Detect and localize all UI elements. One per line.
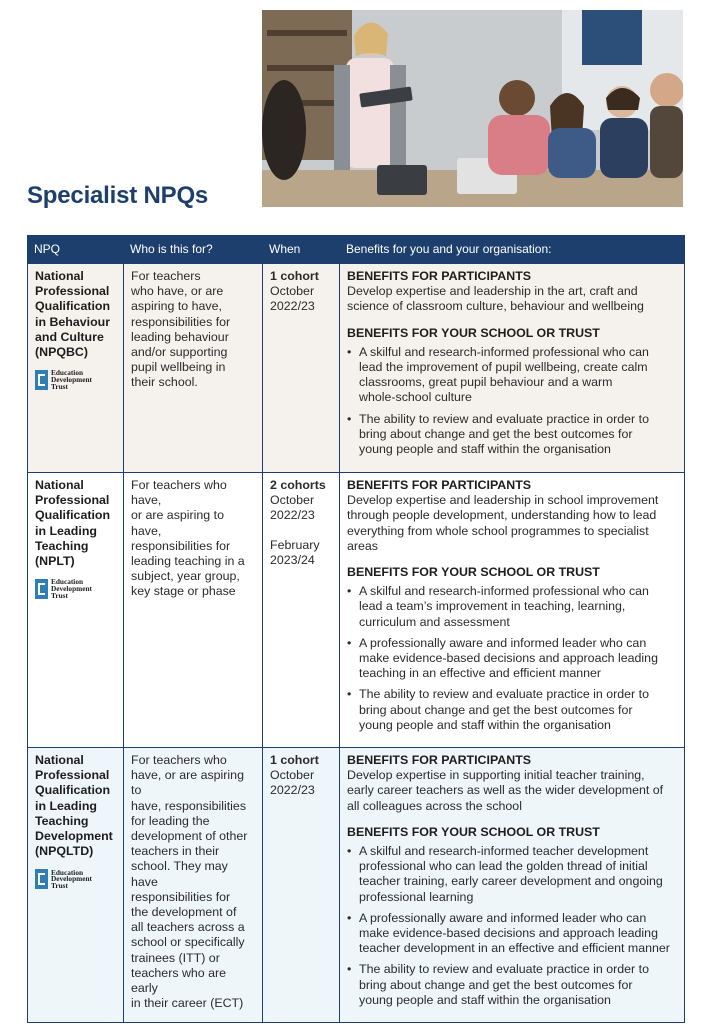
- school-benefit-line: bring about change and get the best outcomes for: [359, 426, 633, 441]
- table-header-row: [28, 236, 685, 264]
- school-benefit-line: • A skilful and research-informed professional who can: [359, 344, 649, 359]
- school-benefit-line: young people and staff within the organisation: [359, 442, 611, 457]
- audience-line: key stage or phase: [131, 584, 236, 599]
- school-benefit-item: [347, 911, 678, 957]
- audience-line: aspiring to have,: [131, 299, 222, 314]
- audience-line: responsibilities for: [131, 538, 231, 553]
- logo-mark-icon: [35, 869, 48, 889]
- school-benefit-item: [347, 345, 678, 406]
- logo-text: [51, 579, 92, 599]
- qualification-name-line: Professional: [35, 768, 110, 783]
- npq-name-cell: [28, 264, 124, 473]
- audience-line: leading behaviour: [131, 329, 229, 344]
- logo-text-line: Education: [51, 368, 84, 378]
- qualification-name-line: and Culture: [35, 329, 104, 344]
- participants-benefits-line: Develop expertise in supporting initial teacher training,: [347, 768, 645, 783]
- audience-line: development of other: [131, 829, 248, 844]
- qualification-name-line: (NPQLTD): [35, 844, 94, 859]
- benefits-cell: [340, 748, 685, 1023]
- audience-line: their school.: [131, 375, 198, 390]
- npq-name-cell: [28, 473, 124, 748]
- school-benefit-item: [347, 962, 678, 1008]
- logo-mark-icon: [35, 579, 48, 599]
- school-benefit-line: teacher development in an effective and efficient manner: [359, 941, 670, 956]
- column-header-who: Who is this for?: [124, 236, 263, 264]
- school-benefits-heading: BENEFITS FOR YOUR SCHOOL OR TRUST: [347, 565, 600, 580]
- audience-line: all teachers across a: [131, 920, 245, 935]
- npq-table: [27, 235, 685, 1023]
- school-benefit-line: whole-school culture: [359, 390, 472, 405]
- school-benefit-line: make evidence-based decisions and approach leading: [359, 651, 658, 666]
- when-cell: [263, 748, 340, 1023]
- qualification-name-line: (NPQBC): [35, 345, 88, 360]
- logo-mark-icon: [35, 370, 48, 390]
- qualification-name-line: (NPLT): [35, 554, 75, 569]
- when-cell: [263, 473, 340, 748]
- qualification-name-line: in Leading: [35, 798, 97, 813]
- audience-line: leading teaching in a: [131, 554, 245, 569]
- school-benefit-item: [347, 584, 678, 630]
- school-benefit-line: lead the improvement of pupil wellbeing, create calm: [359, 360, 648, 375]
- page-title: Specialist NPQs: [27, 182, 209, 209]
- audience-line: teachers who are early: [131, 965, 227, 996]
- school-benefit-line: teacher training, early career development and ongoing: [359, 874, 663, 889]
- qualification-name-line: National: [35, 269, 84, 283]
- school-benefit-line: teaching in an effective and efficient manner: [359, 666, 602, 681]
- header-photo: [262, 10, 683, 207]
- school-benefit-line: • A skilful and research-informed professional who can: [359, 584, 649, 599]
- logo-text-line: Development: [51, 874, 92, 884]
- logo-text-line: Development: [51, 583, 92, 593]
- participants-benefits-line: everything from whole school programmes to specialist areas: [347, 523, 649, 553]
- audience-line: have, responsibilities: [131, 798, 247, 813]
- audience-line: school or specifically: [131, 935, 245, 950]
- cohort-date-line: October: [270, 768, 315, 783]
- column-header-when: When: [263, 236, 340, 264]
- logo-text-line: Trust: [51, 590, 68, 600]
- participants-benefits-heading: BENEFITS FOR PARTICIPANTS: [347, 269, 532, 283]
- education-development-trust-logo: [35, 869, 117, 889]
- school-benefit-line: lead a team’s improvement in teaching, learning,: [359, 599, 626, 614]
- logo-text-line: Education: [51, 867, 84, 877]
- school-benefits-heading: BENEFITS FOR YOUR SCHOOL OR TRUST: [347, 824, 600, 839]
- participants-benefits-line: Develop expertise and leadership in the art, craft and: [347, 284, 638, 299]
- qualification-name-line: Professional: [35, 493, 110, 508]
- qualification-name-line: National: [35, 478, 84, 492]
- audience-line: in their career (ECT): [131, 996, 244, 1011]
- audience-line: responsibilities for: [131, 889, 231, 904]
- table-row: [28, 264, 685, 473]
- school-benefit-line: • A professionally aware and informed leader who can: [359, 910, 647, 925]
- participants-benefits-heading: BENEFITS FOR PARTICIPANTS: [347, 753, 532, 768]
- qualification-name-line: in Behaviour: [35, 314, 111, 329]
- cohort-date-line: 2023/24: [270, 552, 315, 567]
- logo-text: [51, 370, 92, 390]
- school-benefit-line: curriculum and assessment: [359, 614, 510, 629]
- participants-benefits-line: all colleagues across the school: [347, 798, 522, 813]
- qualification-name-line: Teaching: [35, 813, 89, 828]
- education-development-trust-logo: [35, 579, 117, 599]
- audience-cell: [124, 748, 263, 1023]
- school-benefits-list: [347, 345, 678, 457]
- school-benefits-list: [347, 844, 678, 1008]
- qualification-name-line: in Leading: [35, 523, 97, 538]
- qualification-name-line: Qualification: [35, 783, 111, 798]
- benefits-cell: [340, 473, 685, 748]
- qualification-name-line: Teaching: [35, 538, 89, 553]
- school-benefit-line: make evidence-based decisions and approach leading: [359, 926, 658, 941]
- benefits-cell: [340, 264, 685, 473]
- audience-line: school. They may have: [131, 859, 228, 889]
- cohort-count: 1 cohort: [270, 269, 319, 283]
- logo-text-line: Development: [51, 374, 92, 384]
- qualification-name-line: National: [35, 753, 84, 768]
- school-benefit-line: bring about change and get the best outcomes for: [359, 977, 633, 992]
- audience-cell: [124, 473, 263, 748]
- cohort-date-line: 2022/23: [270, 783, 315, 798]
- table-row: [28, 748, 685, 1023]
- school-benefit-line: young people and staff within the organisation: [359, 717, 611, 732]
- audience-line: For teachers who: [131, 753, 227, 768]
- qualification-name-line: Qualification: [35, 299, 111, 314]
- audience-line: For teachers who have,: [131, 478, 227, 508]
- participants-benefits-heading: BENEFITS FOR PARTICIPANTS: [347, 478, 532, 492]
- cohort-date-line: 2022/23: [270, 299, 315, 314]
- education-development-trust-logo: [35, 370, 117, 390]
- audience-line: For teachers: [131, 269, 201, 283]
- logo-text: [51, 867, 92, 890]
- school-benefit-line: classrooms, great pupil behaviour and a warm: [359, 375, 613, 390]
- qualification-name-line: Qualification: [35, 508, 111, 523]
- school-benefit-line: • The ability to review and evaluate practice in order to: [359, 687, 649, 702]
- audience-line: and/or supporting: [131, 345, 228, 360]
- participants-benefits-line: through people development, understanding how to lead: [347, 508, 657, 523]
- school-benefit-line: • A professionally aware and informed leader who can: [359, 635, 647, 650]
- school-benefit-line: • The ability to review and evaluate practice in order to: [359, 411, 649, 426]
- audience-line: or are aspiring to have,: [131, 508, 224, 538]
- qualification-name-line: Development: [35, 829, 113, 844]
- column-header-benefits: Benefits for you and your organisation:: [340, 236, 685, 264]
- audience-line: teachers in their: [131, 844, 220, 859]
- cohort-date-line: October: [270, 493, 315, 508]
- school-benefit-item: [347, 412, 678, 458]
- participants-benefits-line: science of classroom culture, behaviour and wellbeing: [347, 299, 644, 314]
- school-benefits-list: [347, 584, 678, 733]
- participants-benefits-line: early career teachers as well as the wider development of: [347, 783, 664, 798]
- when-cell: [263, 264, 340, 473]
- column-header-npq: NPQ: [28, 236, 124, 264]
- audience-line: pupil wellbeing in: [131, 360, 226, 375]
- logo-text-line: Education: [51, 577, 84, 587]
- school-benefit-line: professional who can lead the golden thread of initial: [359, 859, 648, 874]
- cohort-count: 1 cohort: [270, 753, 319, 768]
- school-benefit-line: professional learning: [359, 889, 474, 904]
- audience-cell: [124, 264, 263, 473]
- cohort-date-line: October: [270, 284, 315, 299]
- logo-text-line: Trust: [51, 381, 68, 391]
- school-benefit-line: young people and staff within the organisation: [359, 992, 611, 1007]
- audience-line: responsibilities for: [131, 314, 231, 329]
- cohort-date-line: 2022/23: [270, 508, 315, 523]
- cohort-date-line: February: [270, 537, 320, 552]
- audience-line: subject, year group,: [131, 569, 240, 584]
- participants-benefits-line: Develop expertise and leadership in school improvement: [347, 493, 659, 508]
- table-row: [28, 473, 685, 748]
- qualification-name-line: Professional: [35, 284, 110, 299]
- audience-line: trainees (ITT) or: [131, 950, 220, 965]
- school-benefit-item: [347, 844, 678, 905]
- school-benefit-line: • The ability to review and evaluate practice in order to: [359, 962, 649, 977]
- audience-line: have, or are aspiring to: [131, 768, 244, 798]
- audience-line: for leading the: [131, 813, 210, 828]
- school-benefit-item: [347, 687, 678, 733]
- school-benefit-line: • A skilful and research-informed teacher development: [359, 844, 649, 859]
- school-benefits-heading: BENEFITS FOR YOUR SCHOOL OR TRUST: [347, 325, 600, 340]
- school-benefit-item: [347, 636, 678, 682]
- audience-line: who have, or are: [131, 284, 224, 299]
- audience-line: the development of: [131, 905, 237, 920]
- logo-text-line: Trust: [51, 880, 68, 890]
- cohort-count: 2 cohorts: [270, 478, 326, 492]
- school-benefit-line: bring about change and get the best outcomes for: [359, 702, 633, 717]
- npq-name-cell: [28, 748, 124, 1023]
